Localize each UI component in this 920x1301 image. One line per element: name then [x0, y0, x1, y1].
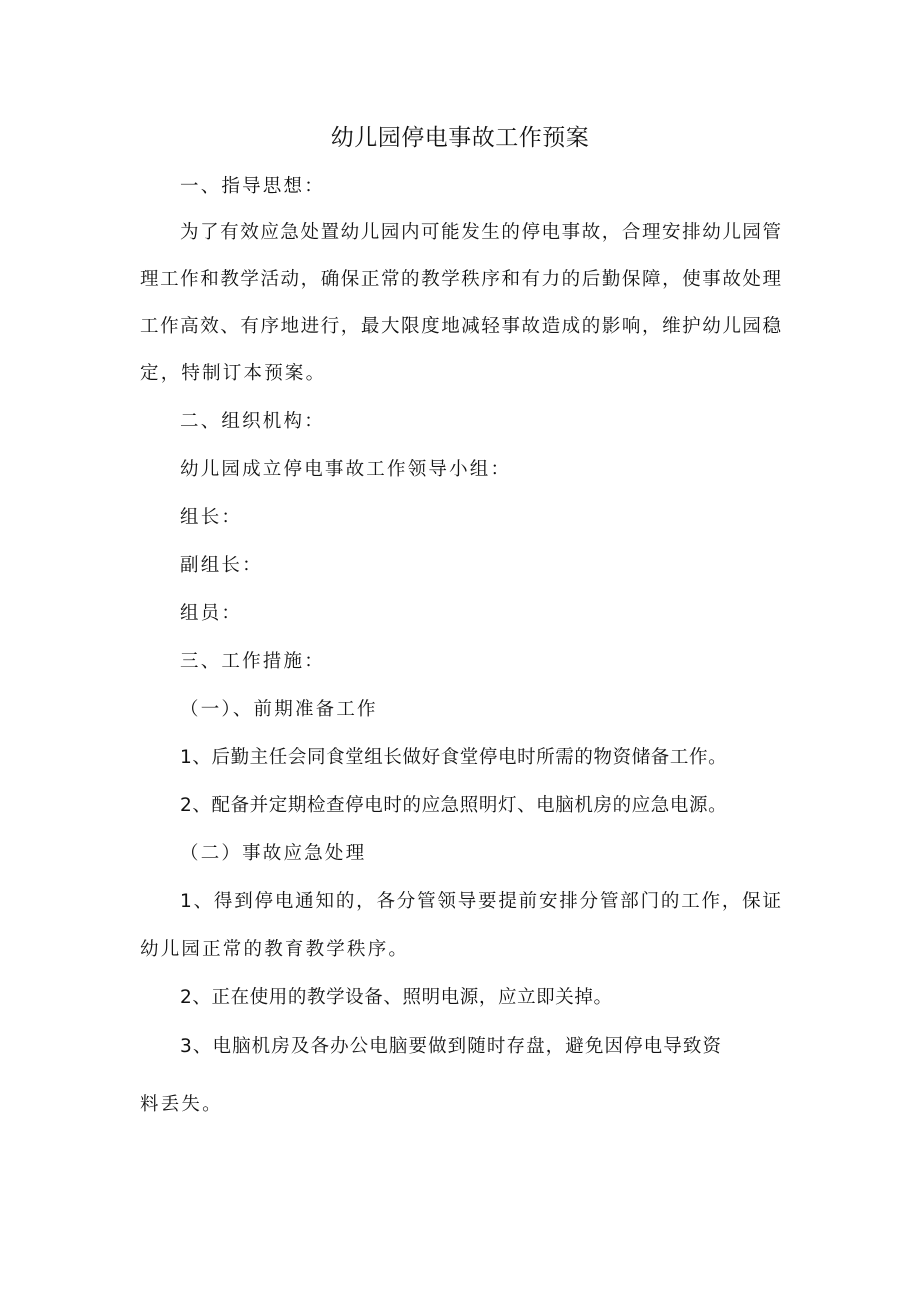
section-heading-organization: 二、组织机构：: [180, 411, 325, 432]
paragraph-line: 为了有效应急处置幼儿园内可能发生的停电事故，合理安排幼儿园管: [180, 222, 781, 243]
deputy-leader-label: 副组长：: [180, 555, 263, 576]
paragraph-line: 料丢失。: [140, 1094, 223, 1115]
member-label: 组员：: [180, 603, 243, 624]
list-item: 2、配备并定期检查停电时的应急照明灯、电脑机房的应急电源。: [180, 795, 728, 816]
list-item: 1、后勤主任会同食堂组长做好食堂停电时所需的物资储备工作。: [180, 747, 728, 768]
leader-label: 组长：: [180, 507, 243, 528]
subsection-heading-preparation: （一）、前期准备工作: [180, 699, 378, 720]
paragraph-line: 幼儿园成立停电事故工作领导小组：: [180, 459, 512, 480]
list-item: 1、得到停电通知的，各分管领导要提前安排分管部门的工作，保证: [180, 891, 781, 912]
paragraph-line: 定，特制订本预案。: [140, 363, 327, 384]
document-title: 幼儿园停电事故工作预案: [330, 125, 590, 151]
subsection-heading-emergency: （二）事故应急处理: [180, 843, 367, 864]
paragraph-line: 理工作和教学活动，确保正常的教学秩序和有力的后勤保障，使事故处理: [140, 269, 781, 290]
list-item: 3、电脑机房及各办公电脑要做到随时存盘，避免因停电导致资: [180, 1036, 723, 1057]
section-heading-guiding-ideology: 一、指导思想：: [180, 176, 325, 197]
paragraph-line: 工作高效、有序地进行，最大限度地减轻事故造成的影响，维护幼儿园稳: [140, 316, 781, 337]
paragraph-line: 幼儿园正常的教育教学秩序。: [140, 939, 410, 960]
section-heading-measures: 三、工作措施：: [180, 651, 325, 672]
list-item: 2、正在使用的教学设备、照明电源，应立即关掉。: [180, 987, 613, 1008]
